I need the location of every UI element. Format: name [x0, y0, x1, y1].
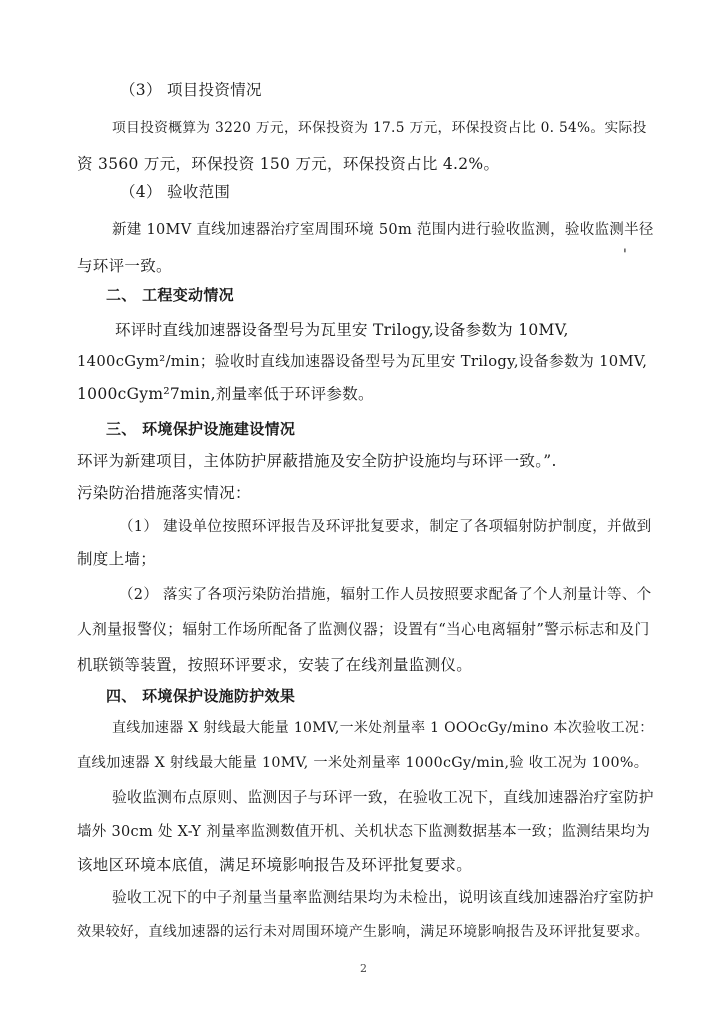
subsection-heading-investment: （3） 项目投资情况 [120, 81, 262, 99]
section-heading-effects: 四、 环境保护设施防护效果 [106, 687, 296, 705]
paragraph-line: 资 3560 万元，环保投资 150 万元，环保投资占比 4.2%。 [77, 155, 500, 173]
section-heading-changes: 二、 工程变动情况 [106, 286, 234, 304]
paragraph-line: 直线加速器 X 射线最大能量 10MV,一米处剂量率 1 OOOcGy/mino 本次验收工况： [112, 720, 654, 736]
paragraph-line: 环评为新建项目，主体防护屏蔽措施及安全防护设施均与环评一致。”. [77, 452, 557, 470]
section-heading-facilities: 三、 环境保护设施建设情况 [106, 420, 296, 438]
paragraph-line: 1000cGym²7min,剂量率低于环评参数。 [77, 385, 374, 403]
paragraph-line: 机联锁等装置，按照环评要求，安装了在线剂量监测仪。 [77, 656, 473, 674]
paragraph-line: 项目投资概算为 3220 万元，环保投资为 17.5 万元，环保投资占比 0. 54%。实际投 [112, 120, 647, 136]
paragraph-line: 1400cGym²/min；验收时直线加速器设备型号为瓦里安 Trilogy,设备参数为 10MV, [77, 353, 648, 370]
paragraph-line: 污染防治措施落实情况： [77, 484, 251, 502]
paragraph-line: 墙外 30cm 处 X-Y 剂量率监测数值开机、关机状态下监测数据基本一致；监测结果均为 [77, 824, 651, 840]
paragraph-line: 与环评一致。 [77, 257, 172, 275]
paragraph-line: 直线加速器 X 射线最大能量 10MV, 一米处剂量率 1000cGy/min,验 收工况为 100%。 [77, 755, 649, 771]
paragraph-line: 效果较好，直线加速器的运行未对周围环境产生影响，满足环境影响报告及环评批复要求。 [77, 924, 649, 940]
paragraph-line: 验收工况下的中子剂量当量率监测结果均为未检出，说明该直线加速器治疗室防护 [112, 889, 654, 906]
list-item-2: （2） 落实了各项污染防治措施，辐射工作人员按照要求配备了个人剂量计等、个 [119, 587, 652, 603]
stray-mark: ' [623, 247, 627, 263]
paragraph-line: 该地区环境本底值，满足环境影响报告及环评批复要求。 [77, 856, 473, 874]
paragraph-line: 验收监测布点原则、监测因子与环评一致，在验收工况下，直线加速器治疗室防护 [112, 789, 654, 806]
subsection-heading-scope: （4） 验收范围 [120, 183, 231, 201]
paragraph-line: 制度上墙； [77, 550, 157, 568]
paragraph-line: 新建 10MV 直线加速器治疗室周围环境 50m 范围内进行验收监测，验收监测半径 [112, 222, 654, 238]
list-item-1: （1） 建设单位按照环评报告及环评批复要求，制定了各项辐射防护制度，并做到 [119, 519, 652, 535]
paragraph-line: 环评时直线加速器设备型号为瓦里安 Trilogy,设备参数为 10MV, [115, 321, 569, 339]
page-number: 2 [360, 962, 367, 975]
paragraph-line: 人剂量报警仪；辐射工作场所配备了监测仪器；设置有“当心电离辐射”警示标志和及门 [77, 621, 650, 638]
